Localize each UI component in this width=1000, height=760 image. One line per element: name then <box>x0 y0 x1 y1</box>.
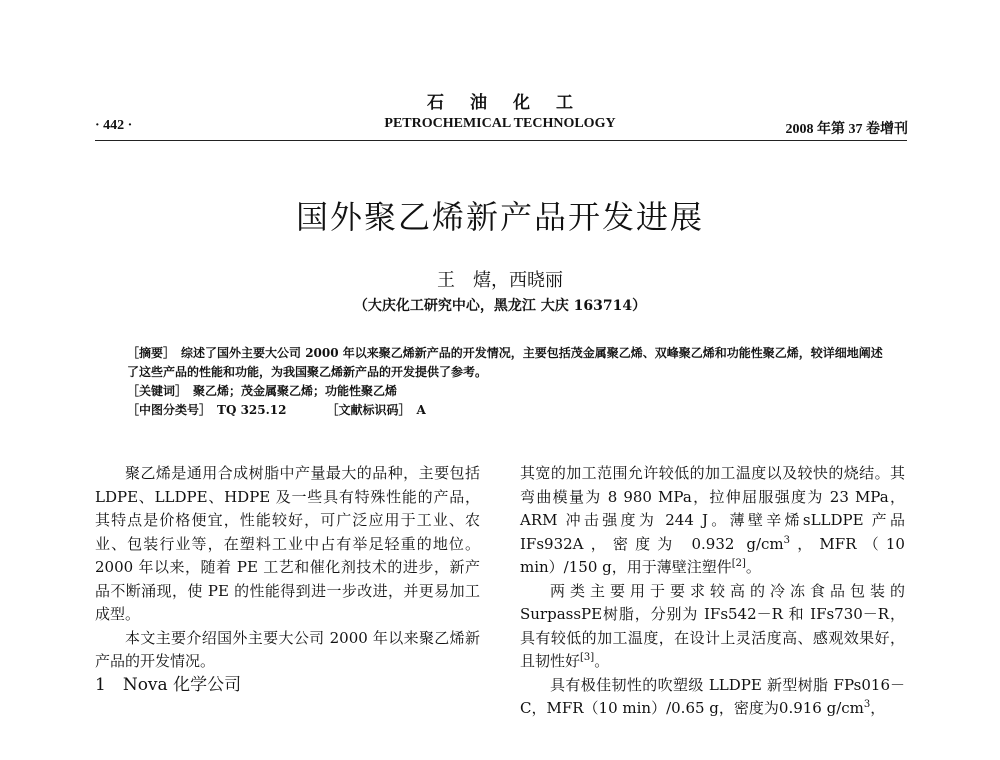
header-rule <box>95 140 907 141</box>
doc-code-label: ［文献标识码］ <box>326 403 411 417</box>
right-p1-text-a: 其宽的加工范围允许较低的加工温度以及较快的烧结。其弯曲模量为 8 980 MPa，拉伸屈服强度为 23 MPa，ARM 冲击强度为 244 J。薄壁辛烯sLLDPE 产品 IFs932A，密度为 0.932 g/cm <box>520 464 905 553</box>
right-p1-text-b: ，MFR（10 min）/150 g，用于薄壁注塑件 <box>520 534 905 576</box>
keywords-label: ［关键词］ <box>127 384 188 398</box>
journal-title-en: PETROCHEMICAL TECHNOLOGY <box>384 116 616 131</box>
issue-info: 2008 年第 37 卷增刊 <box>785 122 908 137</box>
right-p3-text-b: ， <box>870 699 886 717</box>
citation-ref-3: [3] <box>580 652 595 663</box>
article-authors: 王 熺，西晓丽 <box>437 270 563 291</box>
superscript-3: 3 <box>783 534 791 546</box>
class-label: ［中图分类号］ <box>127 403 212 417</box>
right-p2-text-a: 两类主要用于要求较高的冷冻食品包装的 SurpassPE树脂，分别为 IFs542－R 和 IFs730－R，具有较低的加工温度，在设计上灵活度高、感观效果好，且韧性好 <box>520 581 905 670</box>
citation-ref-2: [2] <box>731 558 746 569</box>
class-value: TQ 325.12 <box>217 403 287 417</box>
doc-code-value: A <box>416 403 426 417</box>
intro-paragraph-1: 聚乙烯是通用合成树脂中产量最大的品种，主要包括 LDPE、LLDPE、HDPE 及一些具有特殊性能的产品，其特点是价格便宜，性能较好，可广泛应用于工业、农业、包装行业等，在塑料工业中占有举足轻重的地位。2000 年以来，随着 PE 工艺和催化剂技术的进步，新产品不断涌现，使 PE 的性能得到进一步改进，并更易加工成型。 <box>95 464 480 623</box>
classification-line <box>127 401 887 420</box>
page-number: · 442 · <box>95 118 133 133</box>
abstract-paragraph <box>127 344 887 382</box>
section-heading-1: 1 Nova 化学公司 <box>95 674 242 695</box>
superscript-3b: 3 <box>863 699 871 710</box>
article-title: 国外聚乙烯新产品开发进展 <box>295 198 704 236</box>
right-paragraph-3 <box>520 674 905 721</box>
right-p2-text-b: 。 <box>594 652 610 670</box>
right-paragraph-1 <box>520 462 905 580</box>
journal-title-cn: 石油化工 <box>427 93 599 113</box>
author-affiliation: （大庆化工研究中心，黑龙江 大庆 163714） <box>353 298 647 314</box>
right-paragraph-2 <box>520 580 905 674</box>
keywords-line <box>127 382 887 401</box>
abstract-text: 综述了国外主要大公司 2000 年以来聚乙烯新产品的开发情况，主要包括茂金属聚乙烯、双峰聚乙烯和功能性聚乙烯，较详细地阐述了这些产品的性能和功能，为我国聚乙烯新产品的开发提供了参考。 <box>127 346 883 379</box>
right-p3-text-a: 具有极佳韧性的吹塑级 LLDPE 新型树脂 FPs016－C，MFR（10 min）/0.65 g，密度为0.916 g/cm <box>520 675 905 717</box>
abstract-block <box>127 344 887 420</box>
keywords-text: 聚乙烯；茂金属聚乙烯；功能性聚乙烯 <box>193 384 398 398</box>
intro-paragraph-2: 本文主要介绍国外主要大公司 2000 年以来聚乙烯新产品的开发情况。 <box>95 628 480 670</box>
right-p1-text-c: 。 <box>745 558 761 576</box>
body-right-column <box>520 462 905 721</box>
abstract-label: ［摘要］ <box>127 346 176 360</box>
body-left-column <box>95 462 480 697</box>
